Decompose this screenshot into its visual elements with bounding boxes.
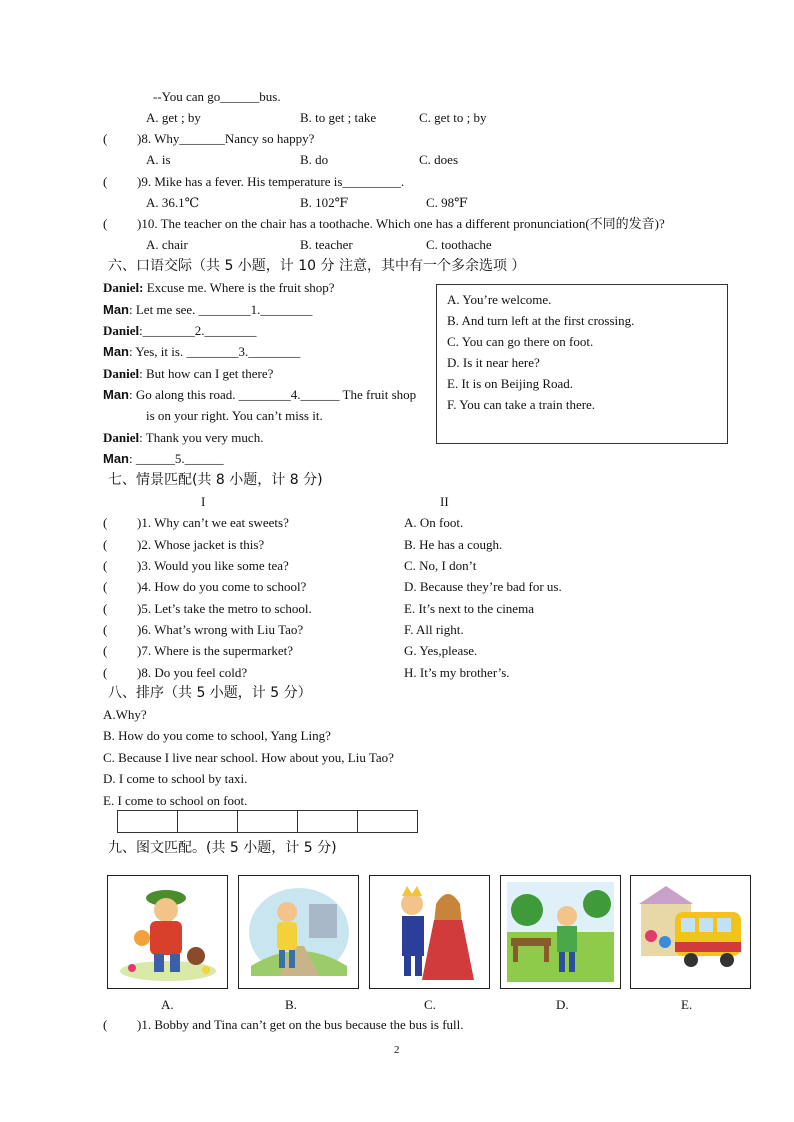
option-c: C. get to ; by bbox=[419, 110, 487, 125]
answer-paren: ( bbox=[103, 579, 108, 594]
option-a: A. is bbox=[146, 152, 171, 167]
option-b: B. 102℉ bbox=[300, 195, 349, 210]
picture-c-prince-and-princess bbox=[369, 875, 490, 989]
order-item: B. How do you come to school, Yang Ling? bbox=[103, 728, 331, 743]
answer-paren: ( bbox=[103, 174, 108, 189]
section-8-title: 八、排序（共 5 小题，计 5 分） bbox=[108, 685, 312, 701]
answer-paren: ( bbox=[103, 558, 108, 573]
answer-paren: ( bbox=[103, 131, 108, 146]
option-item: C. You can go there on foot. bbox=[447, 334, 594, 349]
option-a: A. 36.1℃ bbox=[146, 195, 200, 210]
picture-match-question: )1. Bobby and Tina can’t get on the bus because the bus is full. bbox=[137, 1017, 464, 1032]
match-answer: F. All right. bbox=[404, 622, 464, 637]
picture-label: D. bbox=[556, 997, 569, 1012]
option-item: F. You can take a train there. bbox=[447, 397, 596, 412]
dialog-line: Daniel: But how can I get there? bbox=[103, 366, 274, 381]
match-question: )1. Why can’t we eat sweets? bbox=[137, 515, 289, 530]
section-9-title: 九、图文匹配。(共 5 小题，计 5 分) bbox=[108, 840, 337, 856]
picture-label: B. bbox=[285, 997, 297, 1012]
column-i-header: I bbox=[201, 494, 206, 509]
match-question: )2. Whose jacket is this? bbox=[137, 537, 265, 552]
order-item: D. I come to school by taxi. bbox=[103, 771, 248, 786]
dialog-line: Man: ______5.______ bbox=[103, 451, 224, 466]
picture-label: C. bbox=[424, 997, 436, 1012]
page-number: 2 bbox=[394, 1044, 400, 1056]
picture-label: E. bbox=[681, 997, 693, 1012]
answer-paren: ( bbox=[103, 622, 108, 637]
match-answer: D. Because they’re bad for us. bbox=[404, 579, 562, 594]
match-question: )3. Would you like some tea? bbox=[137, 558, 289, 573]
picture-b-walking-to-school bbox=[238, 875, 359, 989]
option-c: C. toothache bbox=[426, 237, 492, 252]
option-b: B. teacher bbox=[300, 237, 353, 252]
match-question: )8. Do you feel cold? bbox=[137, 665, 248, 680]
picture-d-park-bench bbox=[500, 875, 621, 989]
match-question: )7. Where is the supermarket? bbox=[137, 643, 294, 658]
match-answer: G. Yes,please. bbox=[404, 643, 478, 658]
order-item: E. I come to school on foot. bbox=[103, 793, 248, 808]
answer-paren: ( bbox=[103, 216, 108, 231]
dialog-line: Daniel: Excuse me. Where is the fruit shop? bbox=[103, 280, 335, 295]
question-7-tail: --You can go______bus. bbox=[153, 89, 281, 104]
match-answer: H. It’s my brother’s. bbox=[404, 665, 510, 680]
option-item: A. You’re welcome. bbox=[447, 292, 552, 307]
answer-cell[interactable] bbox=[178, 811, 238, 832]
option-c: C. 98℉ bbox=[426, 195, 468, 210]
picture-a-scarecrow-boy bbox=[107, 875, 228, 989]
answer-paren: ( bbox=[103, 665, 108, 680]
match-answer: B. He has a cough. bbox=[404, 537, 503, 552]
picture-label: A. bbox=[161, 997, 174, 1012]
dialog-line: Man: Go along this road. ________4.______ The fruit shop bbox=[103, 387, 417, 402]
section-6-title: 六、口语交际（共 5 小题，计 10 分 注意，其中有一个多余选项 ） bbox=[108, 258, 526, 274]
option-item: B. And turn left at the first crossing. bbox=[447, 313, 635, 328]
match-answer: A. On foot. bbox=[404, 515, 464, 530]
question-10: )10. The teacher on the chair has a toothache. Which one has a different pronunciation(不同的发音)? bbox=[137, 216, 665, 231]
option-a: A. chair bbox=[146, 237, 188, 252]
option-item: E. It is on Beijing Road. bbox=[447, 376, 574, 391]
option-a: A. get ; by bbox=[146, 110, 201, 125]
picture-e-full-bus bbox=[630, 875, 751, 989]
dialog-line: Daniel: Thank you very much. bbox=[103, 430, 264, 445]
column-ii-header: II bbox=[440, 494, 449, 509]
match-question: )4. How do you come to school? bbox=[137, 579, 307, 594]
question-8: )8. Why_______Nancy so happy? bbox=[137, 131, 315, 146]
answer-cell[interactable] bbox=[238, 811, 298, 832]
section-7-title: 七、情景匹配(共 8 小题，计 8 分) bbox=[108, 472, 323, 488]
dialog-line: is on your right. You can’t miss it. bbox=[146, 408, 323, 423]
option-b: B. to get ; take bbox=[300, 110, 377, 125]
answer-cell[interactable] bbox=[118, 811, 178, 832]
match-answer: C. No, I don’t bbox=[404, 558, 477, 573]
match-question: )5. Let’s take the metro to school. bbox=[137, 601, 312, 616]
match-question: )6. What’s wrong with Liu Tao? bbox=[137, 622, 304, 637]
answer-paren: ( bbox=[103, 601, 108, 616]
answer-paren: ( bbox=[103, 643, 108, 658]
answer-paren: ( bbox=[103, 515, 108, 530]
order-item: C. Because I live near school. How about you, Liu Tao? bbox=[103, 750, 394, 765]
dialog-line: Daniel:________2.________ bbox=[103, 323, 257, 338]
answer-paren: ( bbox=[103, 1017, 108, 1032]
answer-cell[interactable] bbox=[298, 811, 358, 832]
match-answer: E. It’s next to the cinema bbox=[404, 601, 534, 616]
option-b: B. do bbox=[300, 152, 329, 167]
dialog-line: Man: Yes, it is. ________3.________ bbox=[103, 344, 301, 359]
order-item: A.Why? bbox=[103, 707, 147, 722]
option-item: D. Is it near here? bbox=[447, 355, 540, 370]
answer-grid[interactable] bbox=[117, 810, 418, 833]
option-c: C. does bbox=[419, 152, 458, 167]
answer-cell[interactable] bbox=[358, 811, 417, 832]
question-9: )9. Mike has a fever. His temperature is_________. bbox=[137, 174, 405, 189]
dialog-line: Man: Let me see. ________1.________ bbox=[103, 302, 313, 317]
answer-paren: ( bbox=[103, 537, 108, 552]
